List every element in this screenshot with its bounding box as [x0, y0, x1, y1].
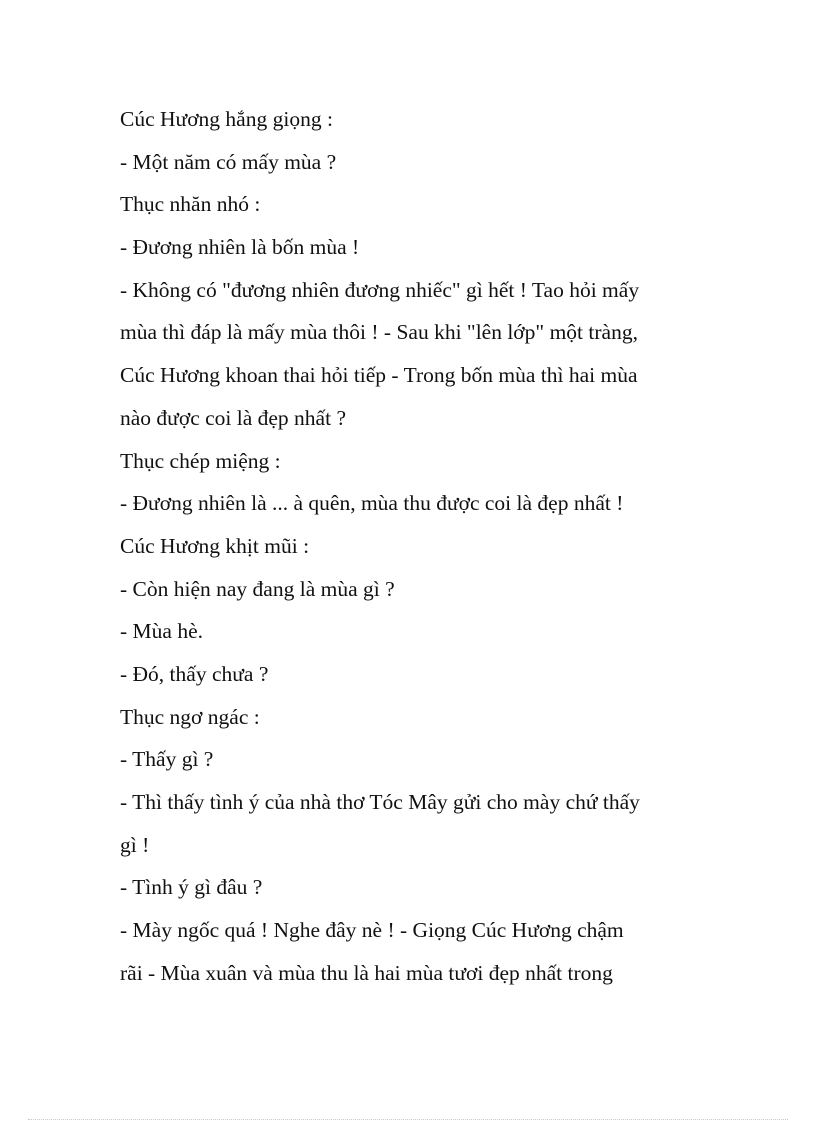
- text-line: Thục nhăn nhó :: [120, 192, 261, 217]
- text-line: - Mùa hè.: [120, 619, 203, 644]
- text-line: Thục chép miệng :: [120, 448, 281, 473]
- text-line: - Đó, thấy chưa ?: [120, 661, 269, 686]
- text-line: rãi - Mùa xuân và mùa thu là hai mùa tươi đẹp nhất trong: [120, 960, 613, 985]
- text-line: - Một năm có mấy mùa ?: [120, 149, 337, 174]
- text-line: Cúc Hương hắng giọng :: [120, 107, 333, 131]
- text-line: - Tình ý gì đâu ?: [120, 875, 263, 900]
- text-line: Cúc Hương khoan thai hỏi tiếp - Trong bốn mùa thì hai mùa: [120, 363, 638, 388]
- text-line: - Thì thấy tình ý của nhà thơ Tóc Mây gửi cho mày chứ thấy: [120, 790, 640, 814]
- text-line: nào được coi là đẹp nhất ?: [120, 405, 346, 430]
- text-line: gì !: [120, 832, 150, 857]
- story-text: [120, 98, 700, 994]
- text-line: - Thấy gì ?: [120, 747, 214, 772]
- text-line: mùa thì đáp là mấy mùa thôi ! - Sau khi "lên lớp" một tràng,: [120, 320, 638, 345]
- text-line: Cúc Hương khịt mũi :: [120, 533, 310, 558]
- text-line: - Không có "đương nhiên đương nhiếc" gì hết ! Tao hỏi mấy: [120, 277, 640, 302]
- page-bottom-divider: [28, 1119, 788, 1120]
- text-line: - Mày ngốc quá ! Nghe đây nè ! - Giọng Cúc Hương chậm: [120, 918, 624, 943]
- text-line: - Còn hiện nay đang là mùa gì ?: [120, 576, 395, 601]
- text-line: - Đương nhiên là ... à quên, mùa thu được coi là đẹp nhất !: [120, 491, 624, 516]
- text-line: - Đương nhiên là bốn mùa !: [120, 235, 360, 260]
- text-line: Thục ngơ ngác :: [120, 704, 260, 729]
